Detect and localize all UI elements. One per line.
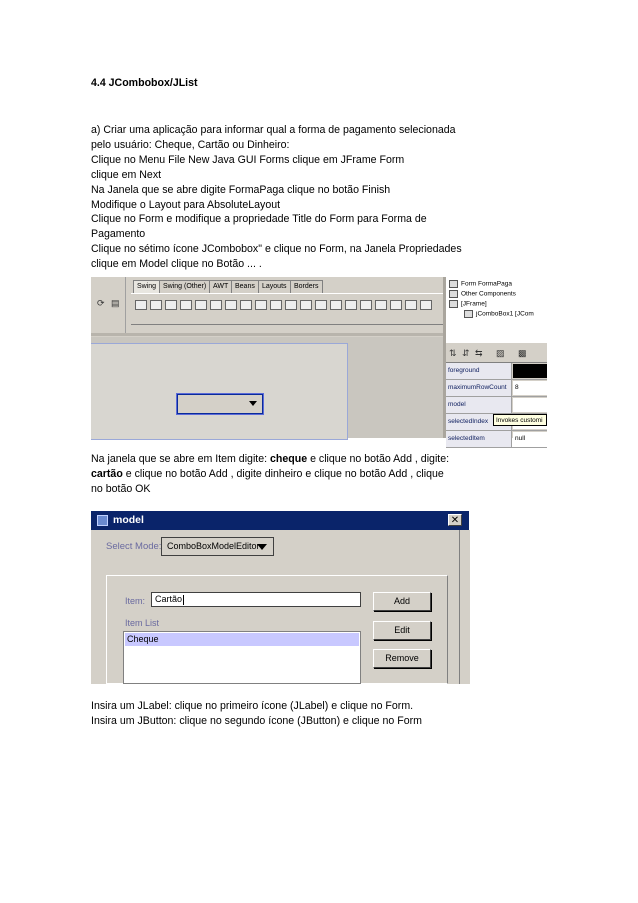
form-canvas[interactable] [91, 343, 348, 440]
jtextfield-icon[interactable] [255, 300, 267, 310]
item-input[interactable] [151, 592, 361, 607]
dialog-title: model [113, 514, 144, 526]
property-name: model [446, 397, 512, 413]
sort-by-name-icon[interactable]: ⇅ [449, 348, 457, 358]
property-name: maximumRowCount [446, 380, 512, 396]
app-icon [97, 515, 108, 526]
item-label: Item: [125, 596, 146, 606]
property-row-foreground[interactable] [446, 363, 547, 380]
item-list[interactable] [123, 631, 361, 684]
jtextarea-icon[interactable] [270, 300, 282, 310]
model-dialog-screenshot [91, 511, 469, 684]
instruction-line [91, 452, 449, 467]
tree-item-form[interactable] [449, 280, 512, 289]
instruction-line: Modifique o Layout para AbsoluteLayout [91, 198, 281, 211]
jlabel-icon[interactable] [135, 300, 147, 310]
jpasswordfield-icon[interactable] [330, 300, 342, 310]
instruction-line: Na Janela que se abre digite FormaPaga clique no botão Finish [91, 183, 391, 196]
property-value[interactable]: null [513, 432, 547, 446]
property-name: selectedIndex [446, 414, 512, 430]
form-design-area [91, 337, 445, 438]
instruction-line: a) Criar uma aplicação para informar qual a forma de pagamento selecionada [91, 124, 456, 136]
select-mode-dropdown[interactable] [161, 537, 274, 556]
sort-by-type-icon[interactable]: ⇵ [462, 348, 470, 358]
property-row-model[interactable] [446, 397, 547, 414]
refresh-icon[interactable]: ⟳ [97, 298, 105, 308]
tree-item-other[interactable] [449, 290, 516, 299]
item-list-label: Item List [125, 618, 160, 628]
jcheckbox-icon[interactable] [180, 300, 192, 310]
form-icon [449, 280, 458, 288]
bold-text: cartão [91, 467, 123, 480]
jcombobox-icon[interactable] [225, 300, 237, 310]
instruction-line: clique em Model clique no Botão ... . [91, 258, 262, 271]
instruction-line [91, 467, 449, 482]
bold-text: cheque [270, 453, 308, 465]
palette-icons [131, 293, 445, 325]
tab-awt[interactable]: AWT [209, 280, 232, 293]
tool-icon[interactable]: ▤ [111, 298, 120, 308]
instruction-line: Clique no Menu File New Java GUI Forms clique em JFrame Form [91, 153, 405, 166]
folder-icon [449, 290, 458, 298]
jtextpane-icon[interactable] [375, 300, 387, 310]
instructions-block-2 [91, 452, 449, 497]
dialog-titlebar[interactable] [91, 511, 469, 530]
close-button[interactable]: ✕ [448, 514, 462, 526]
property-value[interactable]: 8 [513, 381, 547, 395]
component-inspector [446, 277, 547, 343]
tree-item-label: Other Components [461, 290, 516, 298]
properties-toolbar [446, 345, 547, 363]
instruction-line: pelo usuário: Cheque, Cartão ou Dinheiro: [91, 138, 290, 151]
instructions-block-1 [91, 123, 462, 272]
select-mode-label: Select Mode: [106, 541, 162, 552]
ide-screenshot [91, 277, 547, 442]
horizontal-divider[interactable] [91, 333, 445, 336]
jtogglebutton-icon[interactable] [165, 300, 177, 310]
section-heading: 4.4 JCombobox/JList [91, 77, 198, 89]
tab-borders[interactable]: Borders [290, 280, 323, 293]
jtree-icon[interactable] [405, 300, 417, 310]
tree-item-label: [JFrame] [461, 300, 487, 308]
instruction-line: Clique no sétimo ícone JCombobox" e clique no Form, na Janela Propriedades [91, 243, 462, 256]
add-button[interactable]: Add [373, 592, 431, 611]
jlist-icon[interactable] [240, 300, 252, 310]
list-item[interactable]: Cheque [125, 633, 359, 646]
instruction-line: no botão OK [91, 482, 151, 495]
tab-swing-other[interactable]: Swing (Other) [159, 280, 210, 293]
instruction-line: clique em Next [91, 168, 162, 181]
property-name: foreground [446, 363, 512, 379]
instruction-line: Insira um JButton: clique no segundo ícone (JButton) e clique no Form [91, 714, 422, 727]
jseparator-icon[interactable] [360, 300, 372, 310]
instruction-line: Clique no Form e modifique a propriedade Title do Form para Forma de [91, 213, 427, 226]
tab-layouts[interactable]: Layouts [258, 280, 291, 293]
chevron-down-icon [257, 544, 267, 550]
property-name: selectedItem [446, 431, 512, 447]
tab-swing[interactable]: Swing [133, 280, 160, 293]
tree-item-jframe[interactable] [449, 300, 487, 309]
background-window-strip [459, 530, 470, 684]
chevron-down-icon [249, 401, 257, 406]
property-row-maxrowcount[interactable] [446, 380, 547, 397]
jradiobutton-icon[interactable] [195, 300, 207, 310]
tab-beans[interactable]: Beans [231, 280, 259, 293]
property-row-selecteditem[interactable] [446, 431, 547, 448]
property-value-swatch[interactable] [513, 364, 547, 378]
property-value[interactable] [513, 398, 547, 412]
jtable-icon[interactable] [420, 300, 432, 310]
tree-item-jcombobox[interactable] [464, 310, 534, 319]
view-icon[interactable]: ▩ [518, 348, 527, 358]
combobox-icon [464, 310, 473, 318]
frame-icon [449, 300, 458, 308]
jspinner-icon[interactable] [345, 300, 357, 310]
instruction-line: Insira um JLabel: clique no primeiro ícone (JLabel) e clique no Form. [91, 700, 414, 712]
jslider-icon[interactable] [285, 300, 297, 310]
filter-icon[interactable]: ⇆ [475, 348, 483, 358]
instruction-line: Pagamento [91, 228, 146, 241]
jcombobox-component[interactable] [177, 394, 263, 414]
jformattedfield-icon[interactable] [315, 300, 327, 310]
remove-button[interactable]: Remove [373, 649, 431, 668]
jbutton-icon[interactable] [150, 300, 162, 310]
jprogressbar-icon[interactable] [300, 300, 312, 310]
jeditorpane-icon[interactable] [390, 300, 402, 310]
text-run: e clique no botão Add , digite: [307, 453, 450, 465]
text-run: e clique no botão Add , digite dinheiro e clique no botão Add , clique [122, 467, 444, 480]
tree-item-label: jComboBox1 [JCom [476, 310, 534, 318]
tooltip: Invokes customi [493, 414, 547, 426]
customize-icon[interactable]: ▨ [496, 348, 505, 358]
text-run: Na janela que se abre em Item digite: [91, 453, 271, 465]
edit-button[interactable]: Edit [373, 621, 431, 640]
text-caret [183, 595, 184, 605]
instructions-block-3 [91, 699, 422, 729]
ide-toolbar-left [91, 277, 126, 333]
jbuttongroup-icon[interactable] [210, 300, 222, 310]
item-input-value: Cartão [155, 594, 183, 604]
tree-item-label: Form FormaPaga [461, 280, 512, 288]
select-mode-value: ComboBoxModelEditor [167, 541, 260, 551]
component-palette [131, 277, 445, 327]
